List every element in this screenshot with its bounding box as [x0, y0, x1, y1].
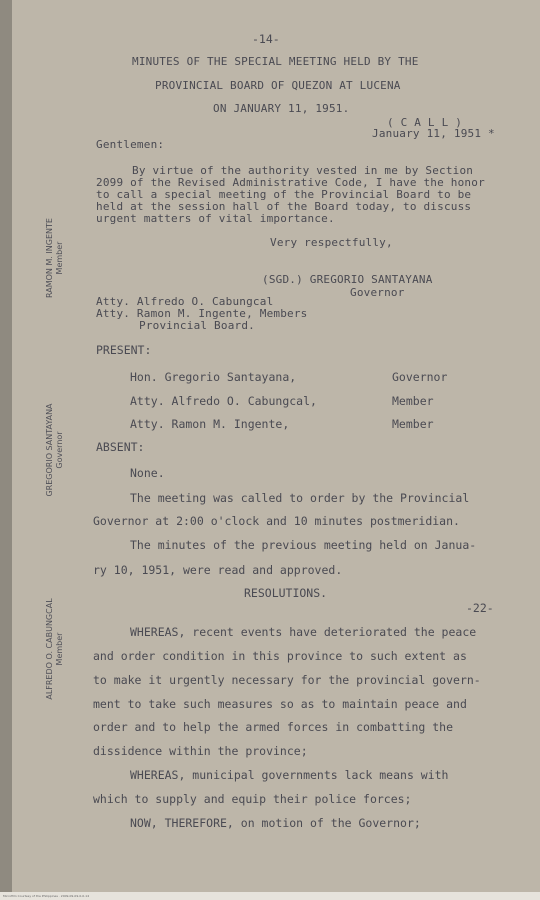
resolution-number: -22-	[466, 601, 494, 615]
whereas1-line-5: order and to help the armed forces in combatting the	[93, 720, 454, 734]
page-number: -14-	[252, 32, 280, 46]
whereas1-line-1: WHEREAS, recent events have deteriorated the peace	[130, 625, 477, 639]
heading-line-2: PROVINCIAL BOARD OF QUEZON AT LUCENA	[155, 79, 401, 92]
margin-signature-name: RAMON M. INGENTE	[45, 218, 54, 298]
call-body-line-4: held at the session hall of the Board today, to discuss	[96, 200, 472, 213]
present-member-3-role: Member	[392, 417, 434, 431]
present-member-1-role: Governor	[392, 370, 448, 384]
call-body-line-2: 2099 of the Revised Administrative Code, I have the honor	[96, 176, 485, 189]
present-member-2-role: Member	[392, 394, 434, 408]
present-member-3-name: Atty. Ramon M. Ingente,	[130, 417, 290, 431]
margin-signature-name: ALFREDO O. CABUNGCAL	[45, 598, 54, 700]
present-label: PRESENT:	[96, 343, 152, 357]
minutes-read-line-2: ry 10, 1951, were read and approved.	[93, 563, 343, 577]
whereas1-line-4: ment to take such measures so as to maintain peace and	[93, 697, 467, 711]
meeting-called-line-2: Governor at 2:00 o'clock and 10 minutes postmeridian.	[93, 514, 460, 528]
signature-title: Governor	[350, 286, 405, 299]
now-therefore: NOW, THEREFORE, on motion of the Governor;	[130, 816, 421, 830]
call-date: January 11, 1951 *	[372, 127, 495, 140]
meeting-called-line-1: The meeting was called to order by the Provincial	[130, 491, 470, 505]
addressee-2: Atty. Ramon M. Ingente, Members	[96, 307, 308, 320]
whereas1-line-6: dissidence within the province;	[93, 744, 308, 758]
closing: Very respectfully,	[270, 236, 393, 249]
margin-signature-role: Member	[55, 241, 64, 275]
margin-signature-cabungcal	[45, 586, 65, 712]
footer-strip: Microfilm Courtesy of the Philippines · 2009-09-09-0-0-14	[0, 892, 540, 900]
heading-line-1: MINUTES OF THE SPECIAL MEETING HELD BY THE	[132, 55, 419, 68]
call-label: ( C A L L )	[387, 116, 463, 129]
absent-value: None.	[130, 466, 165, 480]
call-body-line-3: to call a special meeting of the Provincial Board to be	[96, 188, 472, 201]
margin-signature-ingente	[45, 208, 65, 308]
margin-signature-role: Member	[55, 632, 64, 666]
margin-signature-name: GREGORIO SANTAYANA	[45, 403, 54, 497]
whereas2-line-1: WHEREAS, municipal governments lack means with	[130, 768, 449, 782]
signature-name: (SGD.) GREGORIO SANTAYANA	[262, 273, 433, 286]
heading-line-3: ON JANUARY 11, 1951.	[213, 102, 350, 115]
call-body-line-5: urgent matters of vital importance.	[96, 212, 335, 225]
resolutions-heading: RESOLUTIONS.	[244, 586, 328, 600]
minutes-read-line-1: The minutes of the previous meeting held on Janua-	[130, 538, 477, 552]
binding-edge	[0, 0, 12, 900]
addressee-1: Atty. Alfredo O. Cabungcal	[96, 295, 274, 308]
whereas2-line-2: which to supply and equip their police forces;	[93, 792, 412, 806]
present-member-2-name: Atty. Alfredo O. Cabungcal,	[130, 394, 317, 408]
call-body-line-1: By virtue of the authority vested in me by Section	[132, 164, 474, 177]
salutation: Gentlemen:	[96, 138, 165, 151]
margin-signature-santayana	[45, 395, 65, 505]
margin-signature-role: Governor	[55, 431, 64, 469]
whereas1-line-3: to make it urgently necessary for the provincial govern-	[93, 673, 481, 687]
whereas1-line-2: and order condition in this province to such extent as	[93, 649, 467, 663]
absent-label: ABSENT:	[96, 440, 145, 454]
addressee-3: Provincial Board.	[139, 319, 255, 332]
present-member-1-name: Hon. Gregorio Santayana,	[130, 370, 297, 384]
